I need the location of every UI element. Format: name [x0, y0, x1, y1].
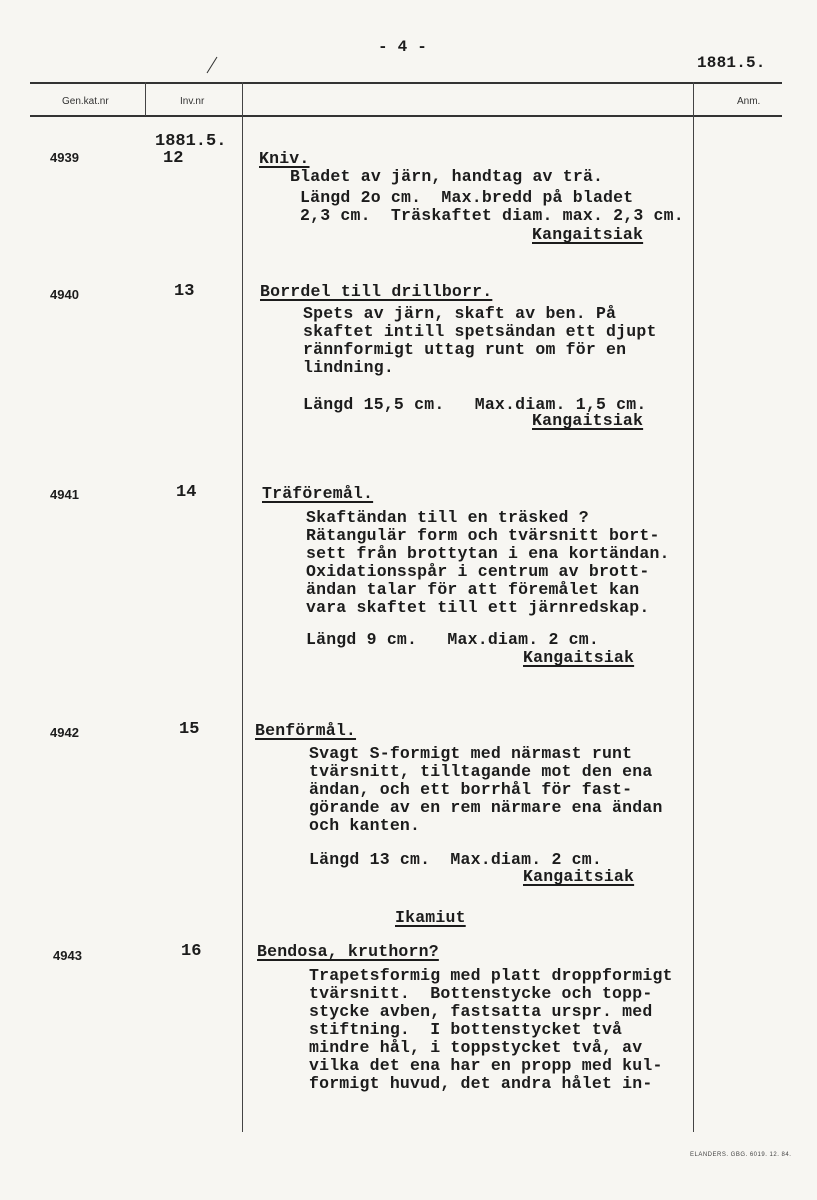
entry-desc-line: vara skaftet till ett järnredskap. — [306, 598, 650, 617]
col-divider-1 — [145, 82, 146, 116]
entry-title: Bendosa, kruthorn? — [257, 942, 439, 961]
gen-kat-nr: 4943 — [53, 948, 82, 963]
pen-mark — [186, 38, 200, 56]
entry-title: Benförmål. — [255, 721, 357, 740]
entry-desc-line: ändan, och ett borrhål för fast- — [309, 780, 633, 799]
table-top-rule — [30, 82, 782, 84]
entry-desc-line: sett från brottytan i ena kortändan. — [306, 544, 670, 563]
table-header-rule — [30, 115, 782, 117]
col-divider-2 — [242, 82, 243, 1132]
gen-kat-nr: 4939 — [50, 150, 79, 165]
header-inv-nr: Inv.nr — [180, 96, 205, 107]
gen-kat-nr: 4942 — [50, 725, 79, 740]
col-divider-3 — [693, 82, 694, 1132]
entry-place: Kangaitsiak — [523, 867, 635, 886]
gen-kat-nr: 4941 — [50, 487, 79, 502]
entry-place: Kangaitsiak — [532, 411, 644, 430]
entry-place: Kangaitsiak — [523, 648, 635, 667]
entry-desc-line: tvärsnitt, tilltagande mot den ena — [309, 762, 653, 781]
entry-desc-line: Oxidationsspår i centrum av brott- — [306, 562, 650, 581]
entry-desc-line: görande av en rem närmare ena ändan — [309, 798, 663, 817]
entry-measure-line: 2,3 cm. Träskaftet diam. max. 2,3 cm. — [300, 206, 684, 225]
gen-kat-nr: 4940 — [50, 287, 79, 302]
inv-nr: 16 — [181, 942, 202, 961]
inv-nr: 14 — [176, 483, 197, 502]
entry-desc-line: skaftet intill spetsändan ett djupt — [303, 322, 657, 341]
entry-desc-line: Svagt S-formigt med närmast runt — [309, 744, 633, 763]
section-heading: Ikamiut — [395, 908, 466, 927]
inv-nr: 15 — [179, 720, 200, 739]
entry-desc-line: Trapetsformig med platt droppformigt — [309, 966, 673, 985]
entry-desc-line: Spets av järn, skaft av ben. På — [303, 304, 617, 323]
entry-place: Kangaitsiak — [532, 225, 644, 244]
entry-desc-line: mindre hål, i toppstycket två, av — [309, 1038, 643, 1057]
header-gen-kat-nr: Gen.kat.nr — [62, 96, 109, 107]
entry-desc-line: Bladet av järn, handtag av trä. — [290, 167, 604, 186]
entry-desc-line: Rätangulär form och tvärsnitt bort- — [306, 526, 660, 545]
printer-mark: ELANDERS. GBG. 6019. 12. 84. — [690, 1152, 792, 1158]
entry-measure-line: Längd 13 cm. Max.diam. 2 cm. — [309, 850, 602, 869]
inv-nr: 12 — [163, 149, 184, 168]
entry-desc-line: rännformigt uttag runt om för en — [303, 340, 627, 359]
entry-measure-line: Längd 2o cm. Max.bredd på bladet — [300, 188, 634, 207]
entry-desc-line: och kanten. — [309, 816, 421, 835]
entry-desc-line: Skaftändan till en träsked ? — [306, 508, 589, 527]
entry-measure-line: Längd 15,5 cm. Max.diam. 1,5 cm. — [303, 395, 647, 414]
entry-desc-line: tvärsnitt. Bottenstycke och topp- — [309, 984, 653, 1003]
group-inv-number: 1881.5. — [155, 132, 227, 151]
entry-desc-line: stycke avben, fastsatta urspr. med — [309, 1002, 653, 1021]
entry-title: Borrdel till drillborr. — [260, 282, 493, 301]
entry-desc-line: stiftning. I bottenstycket två — [309, 1020, 623, 1039]
entry-title: Träföremål. — [262, 484, 374, 503]
date-header: 1881.5. — [697, 54, 766, 72]
entry-desc-line: lindning. — [303, 358, 394, 377]
entry-title: Kniv. — [259, 149, 310, 168]
entry-desc-line: ändan talar för att föremålet kan — [306, 580, 640, 599]
entry-measure-line: Längd 9 cm. Max.diam. 2 cm. — [306, 630, 599, 649]
entry-desc-line: vilka det ena har en propp med kul- — [309, 1056, 663, 1075]
entry-desc-line: formigt huvud, det andra hålet in- — [309, 1074, 653, 1093]
header-anm: Anm. — [737, 96, 761, 107]
inv-nr: 13 — [174, 282, 195, 301]
page-number: - 4 - — [378, 38, 428, 56]
